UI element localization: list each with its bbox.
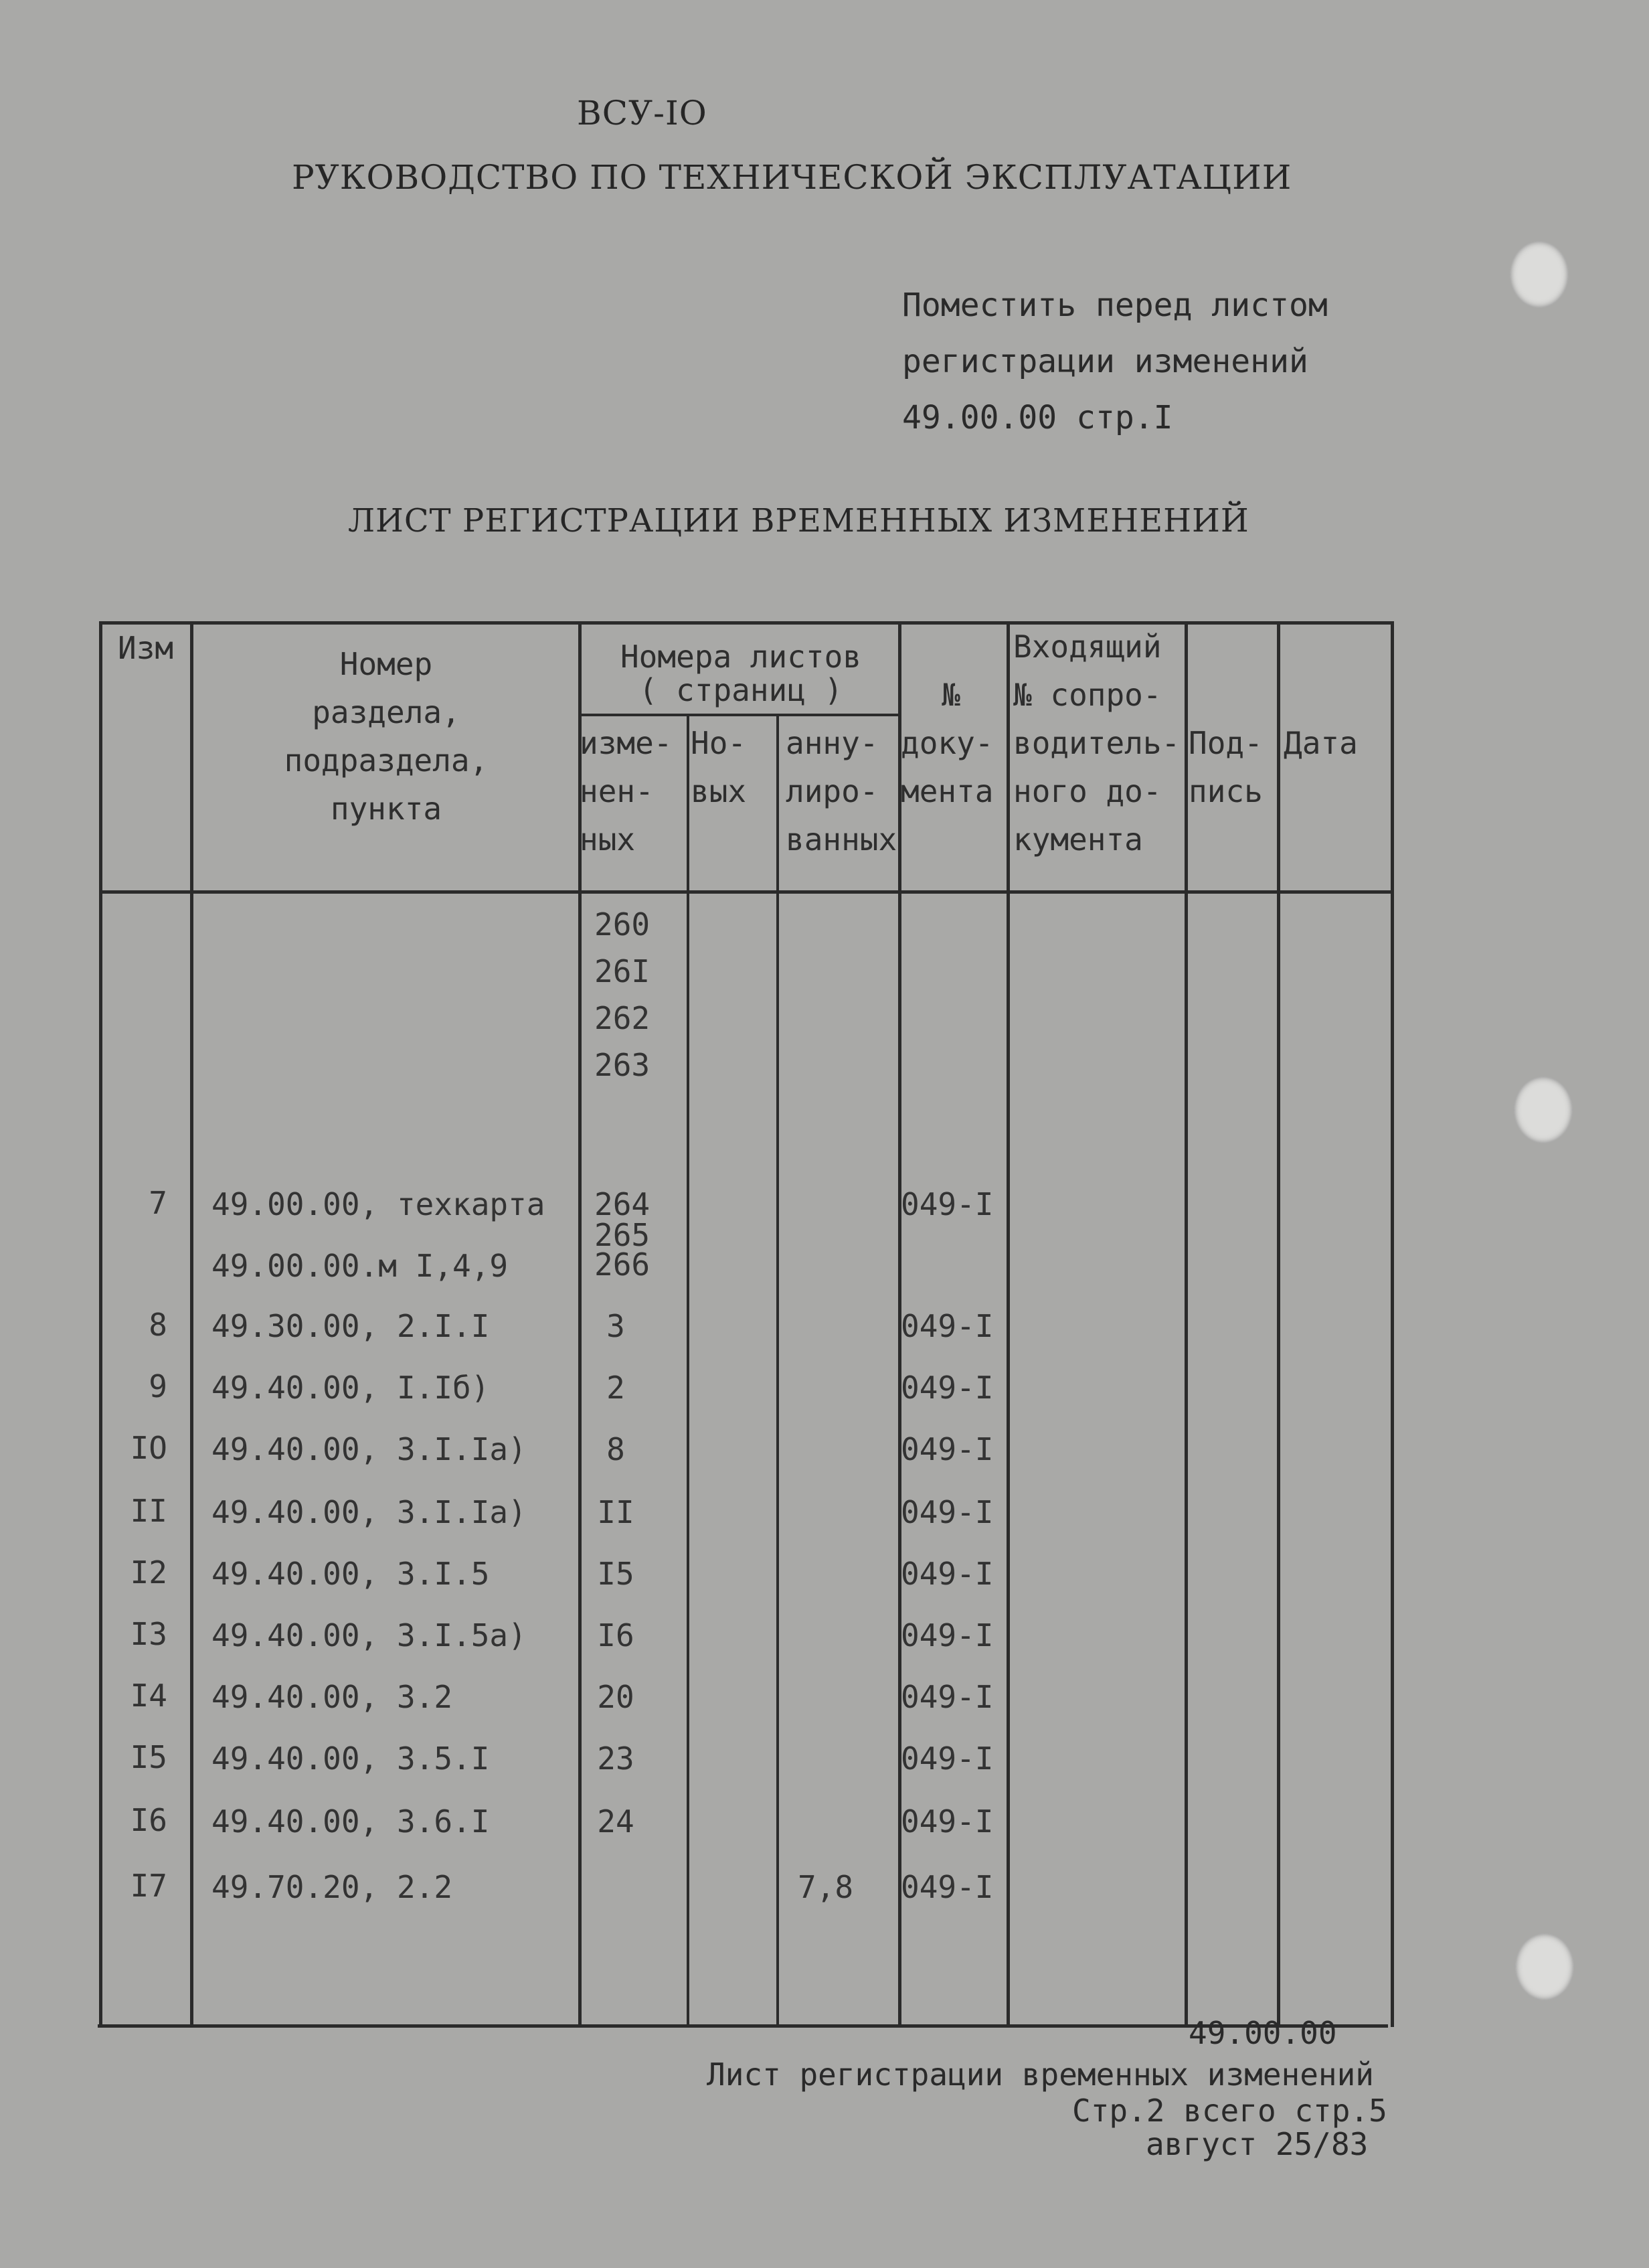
cell-section: 49.40.00, 3.I.Iа) xyxy=(211,1431,527,1467)
placement-note-line: 49.00.00 стр.I xyxy=(902,399,1173,436)
header-line: раздела, xyxy=(312,694,460,730)
header-line: ванных xyxy=(786,821,897,858)
cell-doc: 049-I xyxy=(901,1186,994,1222)
cell-doc: 049-I xyxy=(901,1869,994,1905)
header-line: Под- xyxy=(1189,725,1263,761)
cell-doc: 049-I xyxy=(901,1617,994,1653)
header-signature xyxy=(1189,719,1263,815)
footer-sheet-name: Лист регистрации временных изменений xyxy=(707,2056,1374,2093)
cell-section: 49.40.00, I.Iб) xyxy=(211,1370,490,1406)
cell-changed: 2 xyxy=(606,1370,625,1406)
header-new xyxy=(691,719,746,815)
header-line: лиро- xyxy=(786,773,879,809)
cell-section: 49.40.00, 3.2 xyxy=(211,1679,453,1715)
header-date: Дата xyxy=(1284,725,1358,761)
header-annulled xyxy=(786,719,897,864)
header-doc-number xyxy=(901,671,1001,815)
cell-izm: 9 xyxy=(149,1368,167,1404)
header-line: Номера листов xyxy=(620,639,862,675)
header-line: пись xyxy=(1189,773,1263,809)
cell-changed: I5 xyxy=(597,1556,634,1592)
cell-doc: 049-I xyxy=(901,1370,994,1406)
cell-doc: 049-I xyxy=(901,1803,994,1840)
cell-izm: II xyxy=(130,1493,167,1529)
cell-annulled: 7,8 xyxy=(798,1869,854,1905)
sheet-title: ЛИСТ РЕГИСТРАЦИИ ВРЕМЕННЫХ ИЗМЕНЕНИЙ xyxy=(348,502,1249,540)
cell-doc: 049-I xyxy=(901,1556,994,1592)
cell-section: 49.40.00, 3.5.I xyxy=(211,1740,490,1777)
table-column-rule xyxy=(190,621,193,2027)
cell-section: 49.40.00, 3.I.5а) xyxy=(211,1617,527,1653)
cell-izm: IO xyxy=(130,1430,167,1466)
placement-note xyxy=(902,277,1328,446)
placement-note-line: регистрации изменений xyxy=(902,343,1308,380)
header-izm: Изм xyxy=(118,630,174,666)
table-column-rule xyxy=(687,714,689,2027)
cell-doc: 049-I xyxy=(901,1431,994,1467)
cell-changed: 3 xyxy=(606,1308,625,1344)
cell-section: 49.00.00.м I,4,9 xyxy=(211,1248,509,1284)
cell-doc: 049-I xyxy=(901,1679,994,1715)
cell-doc: 049-I xyxy=(901,1308,994,1344)
cell-changed: I6 xyxy=(597,1617,634,1653)
header-line: Но- xyxy=(691,725,747,761)
cell-izm: I4 xyxy=(130,1678,167,1714)
header-line: водитель- xyxy=(1013,725,1181,761)
cell-izm: I3 xyxy=(130,1616,167,1652)
header-line: № xyxy=(942,677,960,713)
header-line: нен- xyxy=(580,773,654,809)
header-line: ных xyxy=(580,821,636,858)
cell-izm: I5 xyxy=(130,1739,167,1775)
continued-page-number: 263 xyxy=(594,1047,650,1083)
cell-izm: I2 xyxy=(130,1554,167,1591)
table-column-rule xyxy=(1185,621,1188,2027)
cell-changed: 20 xyxy=(597,1679,634,1715)
cell-changed: 23 xyxy=(597,1740,634,1777)
header-line: ( страниц ) xyxy=(638,672,843,708)
cell-section: 49.00.00, техкарта xyxy=(211,1186,545,1222)
cell-section: 49.30.00, 2.I.I xyxy=(211,1308,490,1344)
cell-changed: 8 xyxy=(606,1431,625,1467)
footer-pages: Стр.2 всего стр.5 xyxy=(1072,2093,1387,2129)
header-line: доку- xyxy=(901,725,994,761)
binder-hole-middle xyxy=(1514,1076,1573,1143)
binder-hole-bottom xyxy=(1515,1933,1574,2000)
table-rule xyxy=(581,714,901,716)
cell-section: 49.40.00, 3.6.I xyxy=(211,1803,490,1840)
table-header-rule xyxy=(100,890,1393,894)
header-incoming-document xyxy=(1013,623,1180,864)
cell-doc: 049-I xyxy=(901,1740,994,1777)
placement-note-line: Поместить перед листом xyxy=(902,287,1328,324)
cell-changed: 264 xyxy=(594,1186,650,1222)
cell-izm: 7 xyxy=(149,1185,167,1221)
table-border-left xyxy=(99,621,102,2027)
header-line: пункта xyxy=(330,791,442,827)
table-border-right xyxy=(1391,621,1394,2027)
table-border-top xyxy=(100,621,1393,625)
cell-section: 49.70.20, 2.2 xyxy=(211,1869,453,1905)
document-code: ВСУ-IO xyxy=(577,94,707,133)
cell-changed: 266 xyxy=(594,1246,650,1283)
cell-izm: 8 xyxy=(149,1307,167,1343)
header-sheet-numbers xyxy=(581,640,901,707)
cell-izm: I7 xyxy=(130,1868,167,1904)
header-line: ного до- xyxy=(1013,773,1162,809)
header-line: вых xyxy=(691,773,747,809)
table-column-rule xyxy=(1007,621,1010,2027)
header-changed xyxy=(580,719,672,864)
table-column-rule xyxy=(1277,621,1280,2027)
cell-changed: II xyxy=(597,1494,634,1530)
cell-section: 49.40.00, 3.I.5 xyxy=(211,1556,490,1592)
continued-page-number: 26I xyxy=(594,953,650,989)
cell-doc: 049-I xyxy=(901,1494,994,1530)
binder-hole-top xyxy=(1510,241,1569,308)
header-line: подраздела, xyxy=(284,742,489,779)
header-line: мента xyxy=(901,773,994,809)
table-column-rule xyxy=(776,714,779,2027)
header-section-number xyxy=(194,640,578,833)
document-title: РУКОВОДСТВО ПО ТЕХНИЧЕСКОЙ ЭКСПЛУАТАЦИИ xyxy=(292,158,1292,197)
header-line: кумента xyxy=(1013,821,1143,858)
header-line: № сопро- xyxy=(1013,677,1162,713)
continued-page-number: 262 xyxy=(594,1000,650,1036)
header-line: изме- xyxy=(580,725,673,761)
cell-izm: I6 xyxy=(130,1802,167,1838)
header-line: Номер xyxy=(339,646,433,682)
cell-changed: 24 xyxy=(597,1803,634,1840)
cell-section: 49.40.00, 3.I.Iа) xyxy=(211,1494,527,1530)
header-line: Входящий xyxy=(1013,629,1162,665)
header-line: анну- xyxy=(786,725,879,761)
footer-chapter: 49.00.00 xyxy=(1189,2015,1337,2051)
cell-changed: 265 xyxy=(594,1217,650,1253)
continued-page-number: 260 xyxy=(594,906,650,943)
footer-date: август 25/83 xyxy=(1146,2126,1369,2162)
